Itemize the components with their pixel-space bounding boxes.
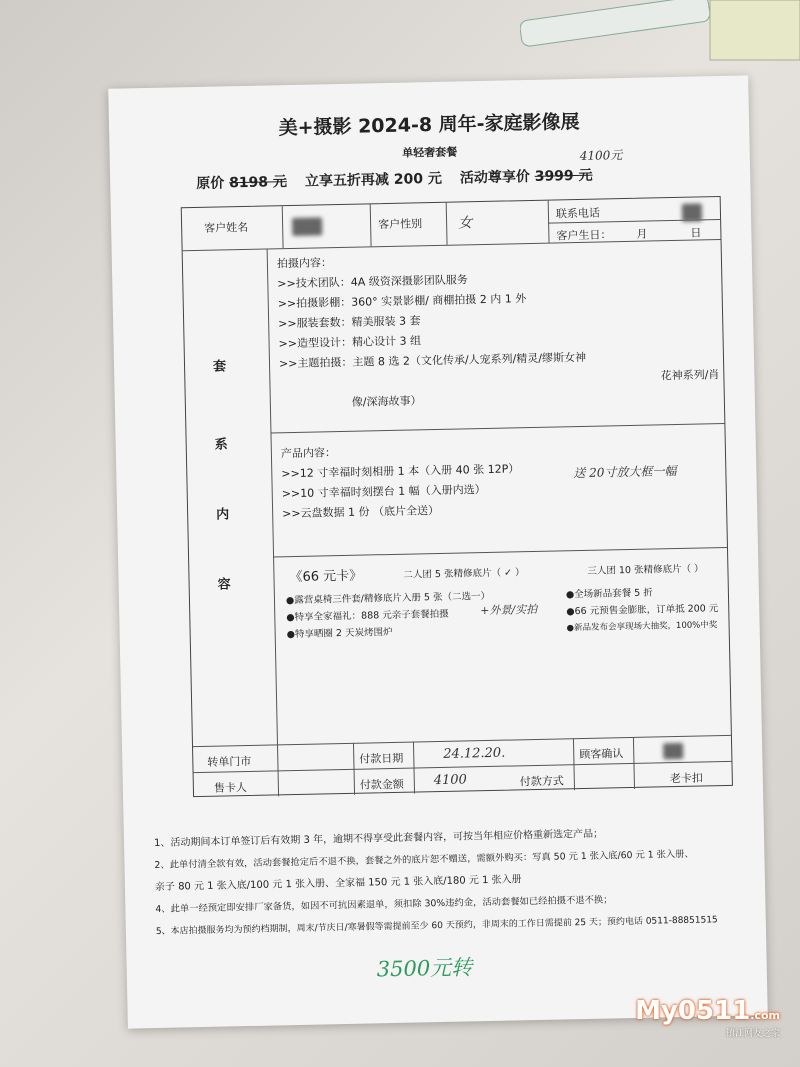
birthday-day: 日 bbox=[690, 226, 702, 240]
handwritten-transfer-note: 3500元转 bbox=[376, 955, 473, 982]
customer-gender-value: 女 bbox=[457, 215, 473, 232]
pay-amount-label: 付款金额 bbox=[359, 777, 404, 792]
pay-amount-value: 4100 bbox=[433, 772, 468, 789]
order-table bbox=[181, 196, 733, 797]
redacted-phone bbox=[682, 203, 702, 221]
pen-illustration bbox=[520, 0, 800, 70]
order-form-sheet bbox=[108, 75, 768, 1028]
transfer-store-label: 转单门市 bbox=[207, 754, 252, 769]
phone-label: 联系电话 bbox=[555, 206, 601, 221]
note-item: 亲子 80 元 1 张入底/100 元 1 张入册、全家福 150 元 1 张入底/180 元 1 张入册 bbox=[154, 874, 522, 893]
redacted-signature bbox=[663, 743, 683, 759]
product-item: >>云盘数据 1 份 （底片全送） bbox=[282, 503, 440, 521]
note-item: 1、活动期间本订单签订后有效期 3 年，逾期不得享受此套餐内容，可按当年相应价格重新选定产品； bbox=[153, 828, 604, 850]
card-benefit: ●特享晒圈 2 天炭烤围炉 bbox=[286, 626, 393, 641]
price-line bbox=[196, 162, 730, 193]
card-title: 《66 元卡》 bbox=[289, 568, 363, 586]
note-item: 2、此单付清全款有效，活动套餐抢定后不退不换，套餐之外的底片恕不赠送，需额外购买：写真 50 元 1 张入底/60 元 1 张入册、 bbox=[154, 848, 694, 872]
handwritten-price: 4100元 bbox=[579, 148, 623, 163]
side-label-3: 内 bbox=[216, 507, 230, 523]
card-benefit: ●特享全家福礼：888 元亲子套餐拍摄 bbox=[286, 608, 449, 624]
side-label-1: 套 bbox=[212, 359, 227, 375]
customer-confirm-label: 顾客确认 bbox=[579, 747, 624, 762]
shoot-item: >>技术团队：4A 级资深摄影团队服务 bbox=[277, 273, 468, 291]
product-item: >>10 寸幸福时刻摆台 1 幅（入册内选） bbox=[281, 482, 486, 501]
promo-text: 立享五折再减 200 元 bbox=[304, 170, 443, 190]
shoot-content bbox=[277, 245, 720, 414]
pay-method-label: 付款方式 bbox=[519, 774, 564, 789]
customer-name-label: 客户姓名 bbox=[204, 220, 249, 235]
card-right-list bbox=[566, 583, 731, 637]
birthday-label: 客户生日： bbox=[556, 228, 612, 243]
shoot-item: 像/深海故事） bbox=[351, 394, 422, 409]
shoot-item: >>服装套数：精美服装 3 套 bbox=[278, 314, 421, 331]
card-benefit: ●露营桌椅三件套/精修底片入册 5 张（二选一） bbox=[285, 590, 491, 607]
customer-gender-label: 客户性别 bbox=[377, 217, 423, 232]
shoot-item: 花神系列/肖 bbox=[660, 368, 720, 383]
handwritten-gift-note: 送 20寸放大框一幅 bbox=[573, 463, 677, 481]
shoot-item: >>造型设计：精心设计 3 组 bbox=[278, 334, 422, 351]
terms-notes bbox=[154, 820, 756, 943]
seller-label: 售卡人 bbox=[213, 781, 248, 795]
shoot-item: >>拍摄影棚：360° 实景影棚/ 商棚拍摄 2 内 1 外 bbox=[277, 292, 527, 311]
side-label-2: 系 bbox=[214, 437, 228, 453]
old-card-label: 老卡扣 bbox=[669, 771, 703, 786]
card-benefit: ●全场新品套餐 5 折 bbox=[565, 587, 653, 601]
card-option-two-person: 二人团 5 张精修底片（ ✓ ） bbox=[403, 567, 525, 581]
handwritten-extra: +外景/实拍 bbox=[480, 602, 538, 618]
shoot-title: 拍摄内容： bbox=[276, 256, 333, 271]
event-price: 活动尊享价 3999 元 bbox=[459, 167, 593, 187]
product-content bbox=[281, 438, 563, 524]
product-title: 产品内容： bbox=[280, 446, 337, 461]
card-benefit: ●新品发布会享现场大抽奖，100%中奖 bbox=[566, 620, 718, 634]
card-option-three-person: 三人团 10 张精修底片（ ） bbox=[587, 563, 704, 577]
pay-date-value: 24.12.20. bbox=[443, 745, 506, 762]
birthday-month: 月 bbox=[636, 227, 648, 241]
form-title: 美+摄影 2024-8 周年-家庭影像展 bbox=[278, 110, 580, 140]
original-price: 原价 8198 元 bbox=[196, 174, 288, 192]
form-subtitle: 单轻奢套餐 bbox=[402, 145, 458, 160]
watermark-logo: My0511.com 镇江网友之家 bbox=[635, 996, 780, 1039]
side-label-4: 容 bbox=[217, 577, 231, 593]
note-item: 4、此单一经预定即安排厂家备货，如因不可抗因素退单，须扣除 30%违约金，活动套餐如已经拍摄不退不换； bbox=[155, 894, 613, 915]
redacted-name bbox=[292, 217, 322, 236]
note-item: 5、本店拍摄服务均为预约档期制，周末/节庆日/寒暑假等需提前至少 60 天预约，非周末的工作日需提前 25 天；预约电话 0511-88851515 bbox=[155, 915, 718, 937]
card-benefit: ●66 元预售金膨胀，订单抵 200 元 bbox=[566, 603, 719, 618]
shoot-item: >>主题拍摄：主题 8 选 2（文化传承/人宠系列/精灵/缪斯女神 bbox=[278, 350, 587, 371]
product-item: >>12 寸幸福时刻相册 1 本（入册 40 张 12P） bbox=[281, 462, 520, 481]
pay-date-label: 付款日期 bbox=[359, 751, 404, 766]
